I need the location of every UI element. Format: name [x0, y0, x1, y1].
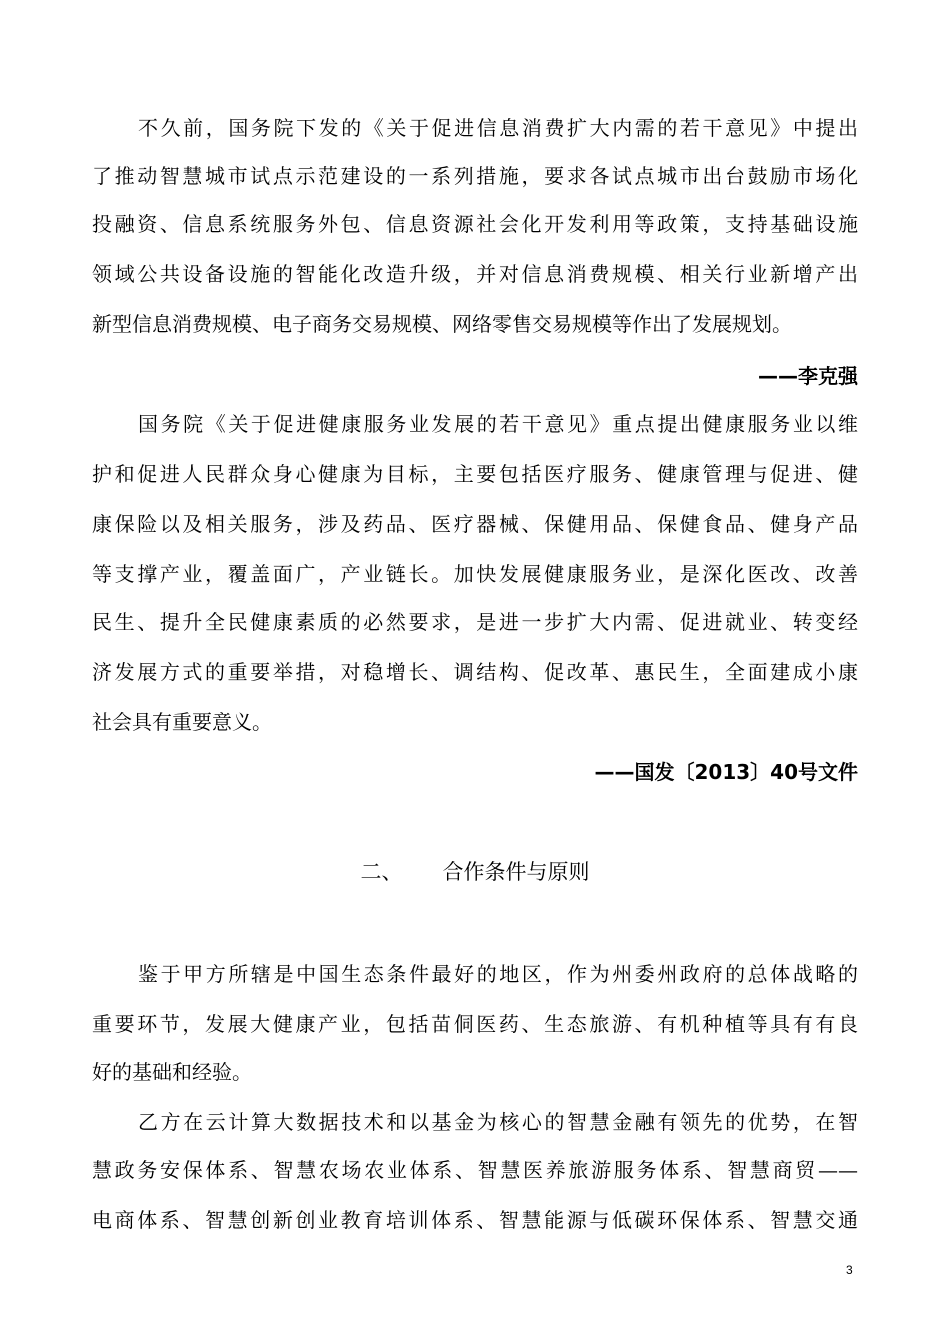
paragraph-1-line-4: 领域公共设备设施的智能化改造升级，并对信息消费规模、相关行业新增产出 [92, 262, 858, 286]
paragraph-2-line-7: 社会具有重要意义。 [92, 710, 272, 734]
paragraph-4-line-2: 慧政务安保体系、智慧农场农业体系、智慧医养旅游服务体系、智慧商贸—— [92, 1158, 858, 1182]
paragraph-2-line-6: 济发展方式的重要举措，对稳增长、调结构、促改革、惠民生，全面建成小康 [92, 660, 858, 684]
paragraph-1-line-3: 投融资、信息系统服务外包、信息资源社会化开发利用等政策，支持基础设施 [92, 212, 858, 236]
section-number: 二、 [360, 860, 403, 884]
attribution-document-2013-40: ——国发〔2013〕40号文件 [594, 760, 858, 784]
paragraph-3-line-3: 好的基础和经验。 [92, 1060, 252, 1084]
paragraph-2-line-3: 康保险以及相关服务，涉及药品、医疗器械、保健用品、保健食品、健身产品 [92, 512, 858, 536]
paragraph-4-line-3: 电商体系、智慧创新创业教育培训体系、智慧能源与低碳环保体系、智慧交通 [92, 1208, 858, 1232]
paragraph-1-line-2: 了推动智慧城市试点示范建设的一系列措施，要求各试点城市出台鼓励市场化 [92, 164, 858, 188]
paragraph-1-line-5: 新型信息消费规模、电子商务交易规模、网络零售交易规模等作出了发展规划。 [92, 312, 792, 336]
section-heading [0, 854, 950, 890]
paragraph-1-line-1: 不久前，国务院下发的《关于促进信息消费扩大内需的若干意见》中提出 [138, 116, 858, 140]
paragraph-2-line-5: 民生、提升全民健康素质的必然要求，是进一步扩大内需、促进就业、转变经 [92, 610, 858, 634]
attribution-li-keqiang: ——李克强 [758, 364, 858, 388]
paragraph-2-line-4: 等支撑产业，覆盖面广，产业链长。加快发展健康服务业，是深化医改、改善 [92, 562, 858, 586]
paragraph-2-line-2: 护和促进人民群众身心健康为目标，主要包括医疗服务、健康管理与促进、健 [92, 462, 858, 486]
paragraph-2-line-1: 国务院《关于促进健康服务业发展的若干意见》重点提出健康服务业以维 [138, 412, 858, 436]
page-number: 3 [846, 1263, 853, 1277]
paragraph-3-line-1: 鉴于甲方所辖是中国生态条件最好的地区，作为州委州政府的总体战略的 [138, 962, 858, 986]
section-title: 合作条件与原则 [442, 860, 590, 884]
paragraph-3-line-2: 重要环节，发展大健康产业，包括苗侗医药、生态旅游、有机种植等具有有良 [92, 1012, 858, 1036]
paragraph-4-line-1: 乙方在云计算大数据技术和以基金为核心的智慧金融有领先的优势，在智 [138, 1110, 858, 1134]
